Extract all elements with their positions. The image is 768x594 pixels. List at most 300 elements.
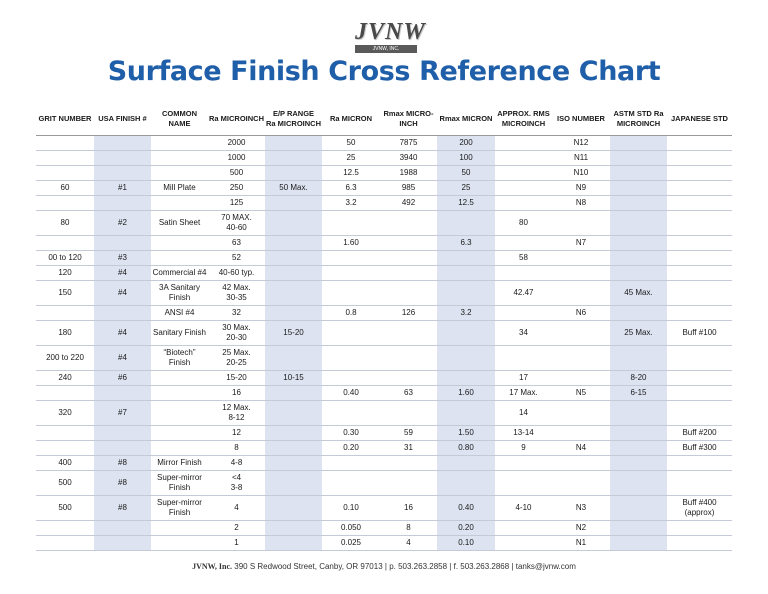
table-cell — [36, 401, 94, 426]
cell-text: 0.10 — [458, 538, 474, 547]
table-cell — [667, 266, 732, 281]
table-cell — [437, 441, 495, 456]
table-cell — [322, 371, 380, 386]
table-cell — [610, 181, 667, 196]
footer-email[interactable]: tanks@jvnw.com — [515, 562, 576, 571]
table-cell — [36, 456, 94, 471]
table-cell — [265, 386, 322, 401]
table-cell — [36, 371, 94, 386]
table-cell — [437, 371, 495, 386]
table-cell — [437, 401, 495, 426]
cell-text: Super-mirror — [157, 498, 202, 507]
cell-text: 12.5 — [343, 168, 359, 177]
cell-text: 12.5 — [458, 198, 474, 207]
table-cell — [265, 346, 322, 371]
cell-text: “Biotech” Finish — [163, 348, 196, 367]
cell-text: (approx) — [684, 508, 715, 517]
table-cell — [380, 426, 437, 441]
cell-text: N1 — [575, 538, 587, 547]
table-cell — [552, 521, 610, 536]
table-cell — [610, 371, 667, 386]
cell-text: Mill Plate — [163, 183, 196, 192]
column-header-text: COMMON — [162, 108, 197, 118]
column-header-text: Ra MICROINCH — [266, 118, 322, 128]
cell-text: 200 to 220 — [46, 353, 84, 362]
table-cell — [322, 166, 380, 181]
table-row — [36, 136, 732, 151]
table-cell — [610, 386, 667, 401]
table-cell — [265, 266, 322, 281]
cell-text: 0.40 — [343, 388, 359, 397]
cell-text: 30-35 — [226, 293, 247, 302]
cell-text: Finish — [168, 508, 191, 517]
column-header — [610, 102, 667, 136]
table-cell — [208, 136, 265, 151]
cell-text: 10-15 — [283, 373, 304, 382]
table-cell — [265, 456, 322, 471]
table-cell — [552, 426, 610, 441]
table-cell — [495, 166, 552, 181]
cross-reference-table — [36, 102, 732, 551]
table-cell — [322, 196, 380, 211]
table-cell — [552, 471, 610, 496]
cell-text: #4 — [118, 328, 127, 337]
table-cell — [667, 281, 732, 306]
cell-text: 70 MAX. — [221, 213, 252, 222]
table-cell — [322, 321, 380, 346]
column-header — [552, 102, 610, 136]
cell-text: #8 — [118, 458, 127, 467]
table-cell — [380, 196, 437, 211]
table-cell — [380, 521, 437, 536]
table-cell — [94, 426, 151, 441]
cell-text: 500 — [58, 478, 72, 487]
table-cell — [667, 136, 732, 151]
cell-text: N11 — [573, 153, 589, 162]
cell-text: 1 — [234, 538, 239, 547]
table-cell — [322, 281, 380, 306]
cell-text: 8 — [406, 523, 411, 532]
table-cell — [36, 281, 94, 306]
table-cell — [208, 371, 265, 386]
table-cell — [610, 211, 667, 236]
table-cell — [495, 266, 552, 281]
table-cell — [151, 136, 208, 151]
column-header — [36, 102, 94, 136]
cell-text: #4 — [118, 268, 127, 277]
cell-text: N4 — [575, 443, 587, 452]
table-cell — [208, 236, 265, 251]
table-cell — [380, 266, 437, 281]
table-cell — [94, 471, 151, 496]
table-cell — [437, 321, 495, 346]
table-cell — [151, 196, 208, 211]
table-cell — [208, 456, 265, 471]
table-cell — [322, 151, 380, 166]
cell-text: Super-mirror — [157, 473, 202, 482]
table-cell — [552, 456, 610, 471]
table-cell — [437, 236, 495, 251]
cell-text: N10 — [573, 168, 589, 177]
column-header-text: NAME — [168, 118, 191, 128]
table-cell — [667, 536, 732, 551]
table-cell — [208, 211, 265, 236]
cell-text: 3.2 — [345, 198, 357, 207]
table-cell — [552, 196, 610, 211]
cell-text: 6-15 — [630, 388, 647, 397]
table-cell — [667, 211, 732, 236]
table-cell — [552, 321, 610, 346]
table-cell — [94, 521, 151, 536]
table-cell — [322, 306, 380, 321]
table-cell — [380, 441, 437, 456]
table-cell — [437, 306, 495, 321]
table-cell — [552, 306, 610, 321]
table-cell — [322, 441, 380, 456]
table-cell — [610, 251, 667, 266]
cell-text: 42.47 — [513, 288, 534, 297]
table-cell — [36, 211, 94, 236]
cell-text: N3 — [575, 503, 587, 512]
table-row — [36, 181, 732, 196]
column-header-text: JAPANESE STD — [671, 113, 728, 123]
cell-text: 320 — [58, 408, 72, 417]
cell-text: N9 — [575, 183, 587, 192]
table-cell — [151, 306, 208, 321]
table-cell — [208, 386, 265, 401]
cell-text: 63 — [232, 238, 241, 247]
table-cell — [265, 196, 322, 211]
cell-text: #4 — [118, 353, 127, 362]
table-cell — [437, 456, 495, 471]
table-cell — [208, 496, 265, 521]
table-cell — [94, 306, 151, 321]
table-cell — [495, 456, 552, 471]
footer-fax: f. 503.263.2868 — [453, 562, 510, 571]
table-row — [36, 211, 732, 236]
table-cell — [667, 181, 732, 196]
table-cell — [437, 151, 495, 166]
table-cell — [322, 536, 380, 551]
table-cell — [322, 386, 380, 401]
footer — [0, 562, 768, 571]
table-cell — [94, 266, 151, 281]
cell-text: Finish — [168, 483, 191, 492]
footer-separator: | — [449, 562, 452, 571]
cell-text: #8 — [118, 503, 127, 512]
cell-text: N8 — [575, 198, 587, 207]
cell-text: 985 — [401, 183, 416, 192]
table-cell — [437, 536, 495, 551]
column-header-text: ASTM STD Ra — [613, 108, 664, 118]
table-cell — [151, 166, 208, 181]
column-header-text: Rmax MICRO- — [383, 108, 434, 118]
cell-text: N6 — [575, 308, 587, 317]
table-cell — [552, 281, 610, 306]
cell-text: 13-14 — [513, 428, 534, 437]
table-cell — [667, 371, 732, 386]
cell-text: 52 — [232, 253, 241, 262]
cell-text: 50 — [346, 138, 356, 147]
table-cell — [437, 386, 495, 401]
column-header-text: Ra MICRON — [329, 113, 373, 123]
table-cell — [208, 521, 265, 536]
cell-text: Commercial #4 — [152, 268, 207, 277]
table-cell — [552, 536, 610, 551]
cell-text: 32 — [232, 308, 241, 317]
table-cell — [552, 496, 610, 521]
cell-text: 125 — [229, 198, 244, 207]
table-cell — [552, 401, 610, 426]
column-header-text: Rmax MICRON — [439, 113, 493, 123]
table-cell — [208, 401, 265, 426]
table-cell — [36, 521, 94, 536]
table-cell — [552, 136, 610, 151]
table-cell — [36, 536, 94, 551]
table-cell — [208, 426, 265, 441]
cell-text: 500 — [229, 168, 244, 177]
table-cell — [380, 536, 437, 551]
cell-text: 100 — [459, 153, 473, 162]
cell-text: 400 — [58, 458, 72, 467]
table-cell — [495, 346, 552, 371]
table-cell — [667, 196, 732, 211]
table-row — [36, 441, 732, 456]
cell-text: 0.30 — [343, 428, 359, 437]
cell-text: 9 — [521, 443, 526, 452]
table-cell — [667, 471, 732, 496]
table-cell — [552, 346, 610, 371]
cell-text: #1 — [118, 183, 127, 192]
table-cell — [151, 471, 208, 496]
table-cell — [36, 386, 94, 401]
table-cell — [322, 136, 380, 151]
table-cell — [437, 266, 495, 281]
cell-text: 0.8 — [345, 308, 357, 317]
table-cell — [667, 496, 732, 521]
table-row — [36, 426, 732, 441]
table-row — [36, 456, 732, 471]
cell-text: 4 — [406, 538, 411, 547]
table-cell — [151, 456, 208, 471]
table-cell — [94, 166, 151, 181]
table-cell — [380, 151, 437, 166]
cell-text: 120 — [58, 268, 72, 277]
cell-text: 15-20 — [283, 328, 304, 337]
table-cell — [94, 536, 151, 551]
cell-text: 80 — [60, 218, 70, 227]
table-cell — [151, 251, 208, 266]
footer-address: 390 S Redwood Street, Canby, OR 97013 — [234, 562, 383, 571]
table-cell — [265, 136, 322, 151]
column-header — [667, 102, 732, 136]
table-cell — [94, 151, 151, 166]
table-cell — [322, 456, 380, 471]
table-cell — [151, 281, 208, 306]
table-cell — [495, 306, 552, 321]
cell-text: 31 — [404, 443, 413, 452]
table-cell — [552, 386, 610, 401]
table-cell — [36, 236, 94, 251]
table-cell — [265, 521, 322, 536]
table-cell — [265, 236, 322, 251]
table-cell — [495, 386, 552, 401]
column-header — [208, 102, 265, 136]
footer-phone: p. 503.263.2858 — [389, 562, 448, 571]
table-cell — [380, 181, 437, 196]
cell-text: #8 — [118, 478, 127, 487]
cell-text: 0.10 — [343, 503, 359, 512]
column-header-text: INCH — [399, 118, 418, 128]
table-cell — [610, 441, 667, 456]
table-cell — [208, 266, 265, 281]
table-cell — [208, 166, 265, 181]
table-cell — [208, 321, 265, 346]
cell-text: 42 Max. — [222, 283, 251, 292]
cell-text: #2 — [118, 218, 127, 227]
table-cell — [265, 536, 322, 551]
table-cell — [667, 401, 732, 426]
cell-text: 8-20 — [630, 373, 647, 382]
table-cell — [552, 151, 610, 166]
cell-text: 59 — [404, 428, 413, 437]
table-cell — [437, 166, 495, 181]
column-header — [437, 102, 495, 136]
table-cell — [380, 166, 437, 181]
table-cell — [495, 211, 552, 236]
table-cell — [495, 471, 552, 496]
table-cell — [495, 401, 552, 426]
cell-text: 0.40 — [458, 503, 474, 512]
table-cell — [94, 386, 151, 401]
table-cell — [380, 456, 437, 471]
table-row — [36, 166, 732, 181]
cell-text: 150 — [58, 288, 72, 297]
table-cell — [36, 196, 94, 211]
table-cell — [610, 456, 667, 471]
column-header-text: USA FINISH # — [98, 113, 147, 123]
table-cell — [495, 321, 552, 346]
cell-text: 34 — [519, 328, 528, 337]
cell-text: Mirror Finish — [157, 458, 202, 467]
cell-text: 20-25 — [226, 358, 247, 367]
cell-text: N2 — [575, 523, 587, 532]
cell-text: 6.3 — [460, 238, 472, 247]
cell-text: 1.50 — [458, 428, 474, 437]
table-cell — [36, 266, 94, 281]
cell-text: #6 — [118, 373, 127, 382]
cell-text: <4 — [231, 473, 242, 482]
table-cell — [94, 251, 151, 266]
table-cell — [610, 236, 667, 251]
table-cell — [265, 151, 322, 166]
table-cell — [322, 266, 380, 281]
table-cell — [552, 211, 610, 236]
table-cell — [94, 181, 151, 196]
table-cell — [322, 236, 380, 251]
table-cell — [151, 346, 208, 371]
table-row — [36, 401, 732, 426]
table-cell — [151, 496, 208, 521]
table-cell — [380, 371, 437, 386]
cell-text: 80 — [519, 218, 528, 227]
table-cell — [265, 471, 322, 496]
table-cell — [151, 426, 208, 441]
table-cell — [380, 401, 437, 426]
table-cell — [552, 236, 610, 251]
table-cell — [610, 321, 667, 346]
table-cell — [552, 441, 610, 456]
table-cell — [322, 521, 380, 536]
cell-text: 58 — [519, 253, 528, 262]
table-cell — [610, 151, 667, 166]
cell-text: 50 Max. — [279, 183, 308, 192]
cell-text: Buff #100 — [682, 328, 717, 337]
table-row — [36, 346, 732, 371]
table-cell — [667, 306, 732, 321]
cell-text: 0.050 — [340, 523, 362, 532]
footer-company: JVNW, Inc. — [192, 562, 233, 571]
table-cell — [437, 211, 495, 236]
table-cell — [36, 166, 94, 181]
cell-text: Buff #200 — [682, 428, 717, 437]
table-cell — [265, 426, 322, 441]
table-cell — [495, 151, 552, 166]
table-cell — [208, 306, 265, 321]
cell-text: 126 — [401, 308, 416, 317]
table-row — [36, 496, 732, 521]
table-cell — [610, 196, 667, 211]
cell-text: N12 — [573, 138, 589, 147]
cell-text: 17 Max. — [509, 388, 538, 397]
cell-text: 8 — [234, 443, 239, 452]
logo-wordmark: JVNW — [355, 19, 426, 45]
logo-subline: JVNW, INC. — [355, 45, 417, 53]
cell-text: 4 — [234, 503, 239, 512]
table-cell — [265, 496, 322, 521]
table-cell — [36, 181, 94, 196]
table-cell — [208, 151, 265, 166]
column-header — [265, 102, 322, 136]
table-cell — [94, 321, 151, 346]
cell-text: 8-12 — [228, 413, 245, 422]
table-cell — [151, 441, 208, 456]
table-cell — [610, 536, 667, 551]
table-cell — [610, 346, 667, 371]
cell-text: N5 — [575, 388, 587, 397]
table-row — [36, 536, 732, 551]
cell-text: #4 — [118, 288, 127, 297]
table-cell — [208, 181, 265, 196]
table-cell — [437, 136, 495, 151]
table-cell — [495, 236, 552, 251]
cell-text: 3A Sanitary — [159, 283, 200, 292]
table-cell — [380, 471, 437, 496]
cell-text: 1.60 — [343, 238, 359, 247]
table-row — [36, 236, 732, 251]
cell-text: 2000 — [227, 138, 246, 147]
table-cell — [94, 496, 151, 521]
cell-text: 30 Max. — [222, 323, 251, 332]
table-cell — [322, 181, 380, 196]
table-cell — [265, 401, 322, 426]
table-cell — [94, 281, 151, 306]
column-header-text: GRIT NUMBER — [38, 113, 92, 123]
cell-text: 40-60 typ. — [218, 268, 255, 277]
table-cell — [265, 251, 322, 266]
cell-text: 3940 — [399, 153, 418, 162]
table-cell — [36, 346, 94, 371]
